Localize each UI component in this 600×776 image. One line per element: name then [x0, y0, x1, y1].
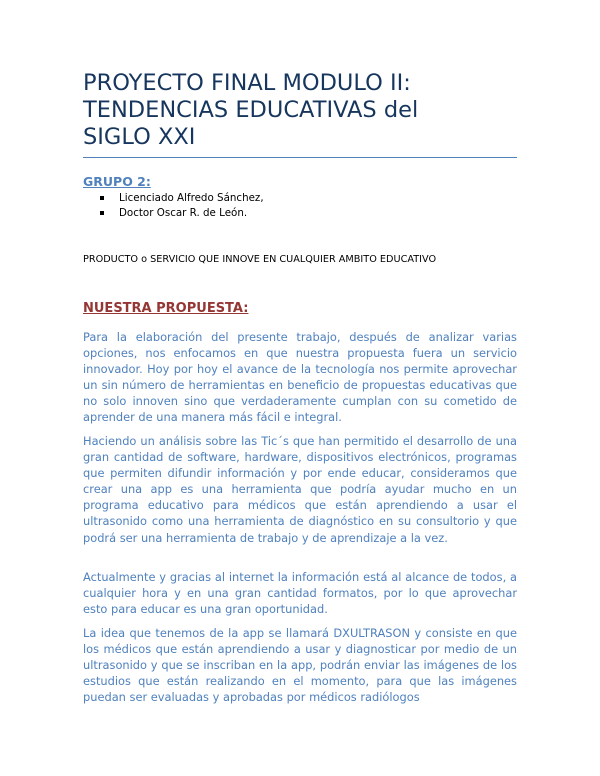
body-paragraph: Haciendo un análisis sobre las Tic´s que han permitido el desarrollo de una gran cantidad de software, hardware, dispositivos electrónicos, programas que permiten difundir información y por ende educar, consideramos que crear una app es una herramienta que podría ayudar mucho en un programa educativo para médicos que están aprendiendo a usar el ultrasonido como una herramienta de diagnóstico en su consultorio y que podrá ser una herramienta de trabajo y de aprendizaje a la vez. [83, 434, 517, 545]
group-heading: GRUPO 2: [83, 174, 151, 189]
list-item [83, 206, 264, 221]
list-item [83, 191, 264, 206]
body-paragraph: Actualmente y gracias al internet la información está al alcance de todos, a cualquier hora y en una gran cantidad formatos, por lo que aprovechar esto para educar es una gran oportunidad. [83, 570, 517, 617]
title-line-2: TENDENCIAS EDUCATIVAS del [83, 97, 419, 123]
title-line-1: PROYECTO FINAL MODULO II: [83, 70, 411, 96]
group-members-list [83, 191, 264, 221]
product-statement: PRODUCTO o SERVICIO QUE INNOVE EN CUALQUIER AMBITO EDUCATIVO [83, 254, 437, 265]
title-line-3: SIGLO XXI [83, 124, 196, 150]
member-name: Doctor Oscar R. de León. [119, 207, 248, 219]
bullet-square-icon [100, 196, 104, 200]
document-title [83, 70, 517, 151]
proposal-heading: NUESTRA PROPUESTA: [83, 301, 249, 316]
body-paragraph: Para la elaboración del presente trabajo, después de analizar varias opciones, nos enfocamos en que nuestra propuesta fuera un servicio innovador. Hoy por hoy el avance de la tecnología nos permite aprovechar un sin número de herramientas en beneficio de propuestas educativas que no solo innoven sino que verdaderamente cumplan con su cometido de aprender de una manera más fácil e integral. [83, 330, 517, 425]
body-paragraph: La idea que tenemos de la app se llamará DXULTRASON y consiste en que los médicos que están aprendiendo a usar y diagnosticar por medio de un ultrasonido y que se inscriban en la app, podrán enviar las imágenes de los estudios que están realizando en el momento, para que las imágenes puedan ser evaluadas y aprobadas por médicos radiólogos [83, 626, 517, 705]
bullet-square-icon [100, 211, 104, 215]
title-divider [83, 157, 517, 158]
member-name: Licenciado Alfredo Sánchez, [119, 192, 264, 204]
